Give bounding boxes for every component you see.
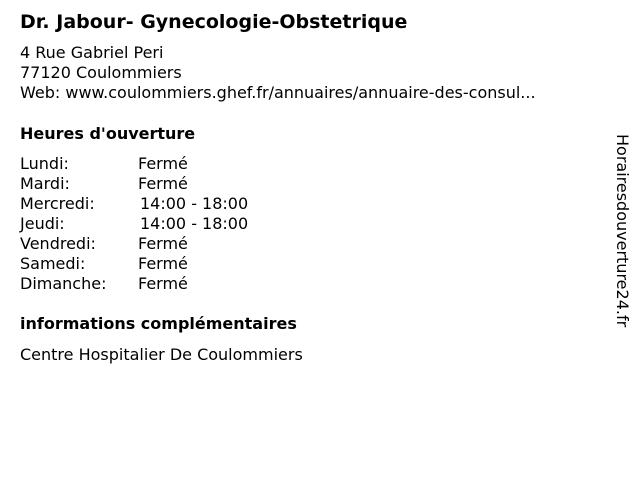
day-label: Mercredi:: [20, 194, 95, 213]
day-label: Mardi:: [20, 174, 70, 193]
city-line: 77120 Coulommiers: [20, 63, 182, 82]
day-label: Jeudi:: [20, 214, 65, 233]
hours-value: Fermé: [138, 154, 188, 173]
web-link[interactable]: Web: www.coulommiers.ghef.fr/annuaires/annuaire-des-consul...: [20, 83, 536, 102]
opening-hours-heading: Heures d'ouverture: [20, 124, 196, 143]
day-label: Samedi:: [20, 254, 86, 273]
street-address: 4 Rue Gabriel Peri: [20, 43, 164, 62]
hours-value: 14:00 - 18:00: [140, 194, 249, 213]
hours-value: Fermé: [138, 254, 188, 273]
additional-info-text: Centre Hospitalier De Coulommiers: [20, 345, 303, 364]
business-title: Dr. Jabour- Gynecologie-Obstetrique: [20, 11, 408, 33]
day-label: Dimanche:: [20, 274, 107, 293]
hours-value: Fermé: [138, 174, 188, 193]
hours-value: Fermé: [138, 274, 188, 293]
site-watermark: Horairesdouverture24.fr: [613, 134, 632, 328]
address-block: [20, 43, 536, 103]
day-label: Lundi:: [20, 154, 69, 173]
hours-value: 14:00 - 18:00: [140, 214, 249, 233]
day-label: Vendredi:: [20, 234, 96, 253]
additional-info-heading: informations complémentaires: [20, 314, 297, 333]
hours-value: Fermé: [138, 234, 188, 253]
